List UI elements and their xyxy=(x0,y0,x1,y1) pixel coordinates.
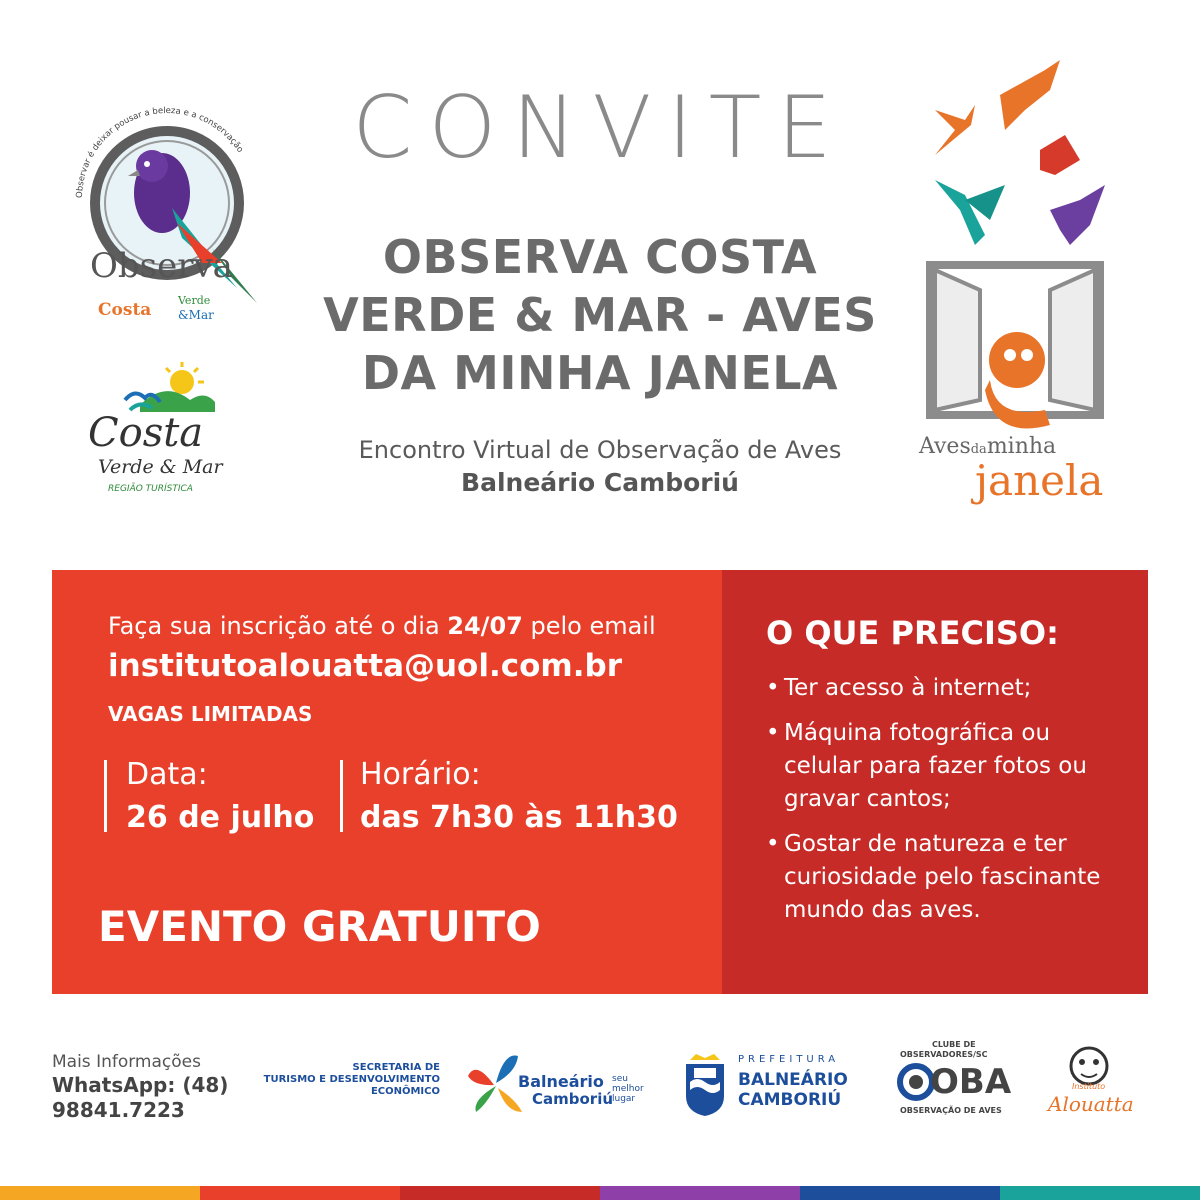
costa-region: REGIÃO TURÍSTICA xyxy=(108,484,193,494)
costa-name: Costa xyxy=(88,410,204,456)
divider xyxy=(104,760,107,832)
bc-tagline xyxy=(612,1074,644,1104)
requirement-text: Gostar de natureza e ter curiosidade pelo fascinante mundo das aves. xyxy=(784,831,1101,923)
coba-top-1: CLUBE DE xyxy=(932,1040,976,1049)
requirements-title: O QUE PRECISO: xyxy=(766,614,1059,652)
balneario-camboriu-logo xyxy=(466,1050,656,1120)
pref-line-2: BALNEÁRIO xyxy=(738,1070,848,1090)
whatsapp-line-2: 98841.7223 xyxy=(52,1098,185,1122)
coba-bottom: OBSERVAÇÃO DE AVES xyxy=(900,1106,1002,1115)
observa-verde-text: Verde xyxy=(178,294,211,307)
observa-bird-icon xyxy=(62,88,272,338)
date-label: Data: xyxy=(126,757,208,792)
costa-verde-mar-logo xyxy=(80,360,230,500)
registration-line xyxy=(108,612,656,640)
prefeitura-logo xyxy=(682,1050,857,1120)
aves-da-minha-janela-logo xyxy=(905,60,1135,520)
bc-tag-3: lugar xyxy=(612,1094,636,1104)
more-info-label: Mais Informações xyxy=(52,1052,201,1072)
invite-heading: CONVITE xyxy=(352,78,848,178)
registration-text-after: pelo email xyxy=(522,612,656,640)
bc-tag-1: seu xyxy=(612,1074,628,1084)
observa-ring-text: Observar é deixar pousar a beleza e a conservação xyxy=(74,105,245,199)
event-title-line-3: DA MINHA JANELA xyxy=(361,346,839,400)
costa-sub: Verde & Mar xyxy=(98,456,223,478)
observa-name: Observa xyxy=(90,246,233,286)
time-label: Horário: xyxy=(360,757,481,792)
time-value: das 7h30 às 11h30 xyxy=(360,800,678,835)
bc-tag-2: melhor xyxy=(612,1084,644,1094)
free-event-label: EVENTO GRATUITO xyxy=(98,902,541,951)
aves-word: Aves xyxy=(919,434,971,459)
requirement-item xyxy=(766,828,1126,927)
secretaria-line-1: SECRETARIA DE xyxy=(352,1062,440,1073)
secretaria-line-2: TURISMO E DESENVOLVIMENTO xyxy=(263,1074,440,1085)
divider xyxy=(340,760,343,832)
strip-segment xyxy=(0,1186,200,1200)
observa-mar-text: &Mar xyxy=(178,308,214,322)
pref-line-3: CAMBORIÚ xyxy=(738,1090,842,1110)
secretaria-line-3: ECONÔMICO xyxy=(370,1086,440,1097)
registration-email[interactable]: institutoalouatta@uol.com.br xyxy=(108,648,622,684)
whatsapp-contact[interactable] xyxy=(52,1073,252,1123)
requirement-item xyxy=(766,717,1126,816)
strip-segment xyxy=(800,1186,1000,1200)
color-strip xyxy=(0,1186,1200,1200)
bullet: • xyxy=(766,831,780,857)
bc-name-2: Camboriú xyxy=(532,1090,614,1108)
date-value: 26 de julho xyxy=(126,800,315,835)
requirement-text: Máquina fotográfica ou celular para fazer fotos ou gravar cantos; xyxy=(784,720,1087,812)
aves-janela-word: janela xyxy=(975,456,1104,505)
requirements-list xyxy=(766,672,1126,939)
aves-minha-word: minha xyxy=(986,434,1057,459)
birds-window-icon xyxy=(905,60,1135,440)
observa-costa-text: Costa xyxy=(98,300,152,320)
event-title xyxy=(300,228,900,402)
strip-segment xyxy=(400,1186,600,1200)
city-crest-icon xyxy=(682,1052,728,1118)
petals-icon xyxy=(466,1050,526,1120)
aves-da-word: da xyxy=(970,442,987,457)
bc-name-1: Balneário xyxy=(518,1072,604,1091)
event-title-line-2: VERDE & MAR - AVES xyxy=(323,288,877,342)
bullet: • xyxy=(766,675,780,701)
registration-text-before: Faça sua inscrição até o dia xyxy=(108,612,448,640)
requirement-item xyxy=(766,672,1126,705)
strip-segment xyxy=(1000,1186,1200,1200)
observa-logo xyxy=(62,88,272,338)
requirement-text: Ter acesso à internet; xyxy=(784,675,1032,701)
pref-line-1: PREFEITURA xyxy=(738,1054,840,1065)
whatsapp-line-1: WhatsApp: (48) xyxy=(52,1073,229,1097)
event-title-line-1: OBSERVA COSTA xyxy=(382,230,818,284)
coba-logo xyxy=(892,1040,1012,1120)
coba-mark: OBA xyxy=(930,1062,1012,1102)
alouatta-logo xyxy=(1040,1040,1150,1120)
secretaria-logo xyxy=(250,1062,440,1098)
event-city: Balneário Camboriú xyxy=(461,468,739,497)
event-subtitle: Encontro Virtual de Observação de Aves xyxy=(358,436,842,464)
strip-segment xyxy=(600,1186,800,1200)
coba-top-2: OBSERVADORES/SC xyxy=(900,1050,988,1059)
limited-spots: VAGAS LIMITADAS xyxy=(108,702,313,726)
alouatta-small: Instituto xyxy=(1072,1082,1106,1091)
strip-segment xyxy=(200,1186,400,1200)
registration-deadline: 24/07 xyxy=(447,612,523,640)
bullet: • xyxy=(766,720,780,746)
alouatta-name: Alouatta xyxy=(1048,1092,1134,1116)
